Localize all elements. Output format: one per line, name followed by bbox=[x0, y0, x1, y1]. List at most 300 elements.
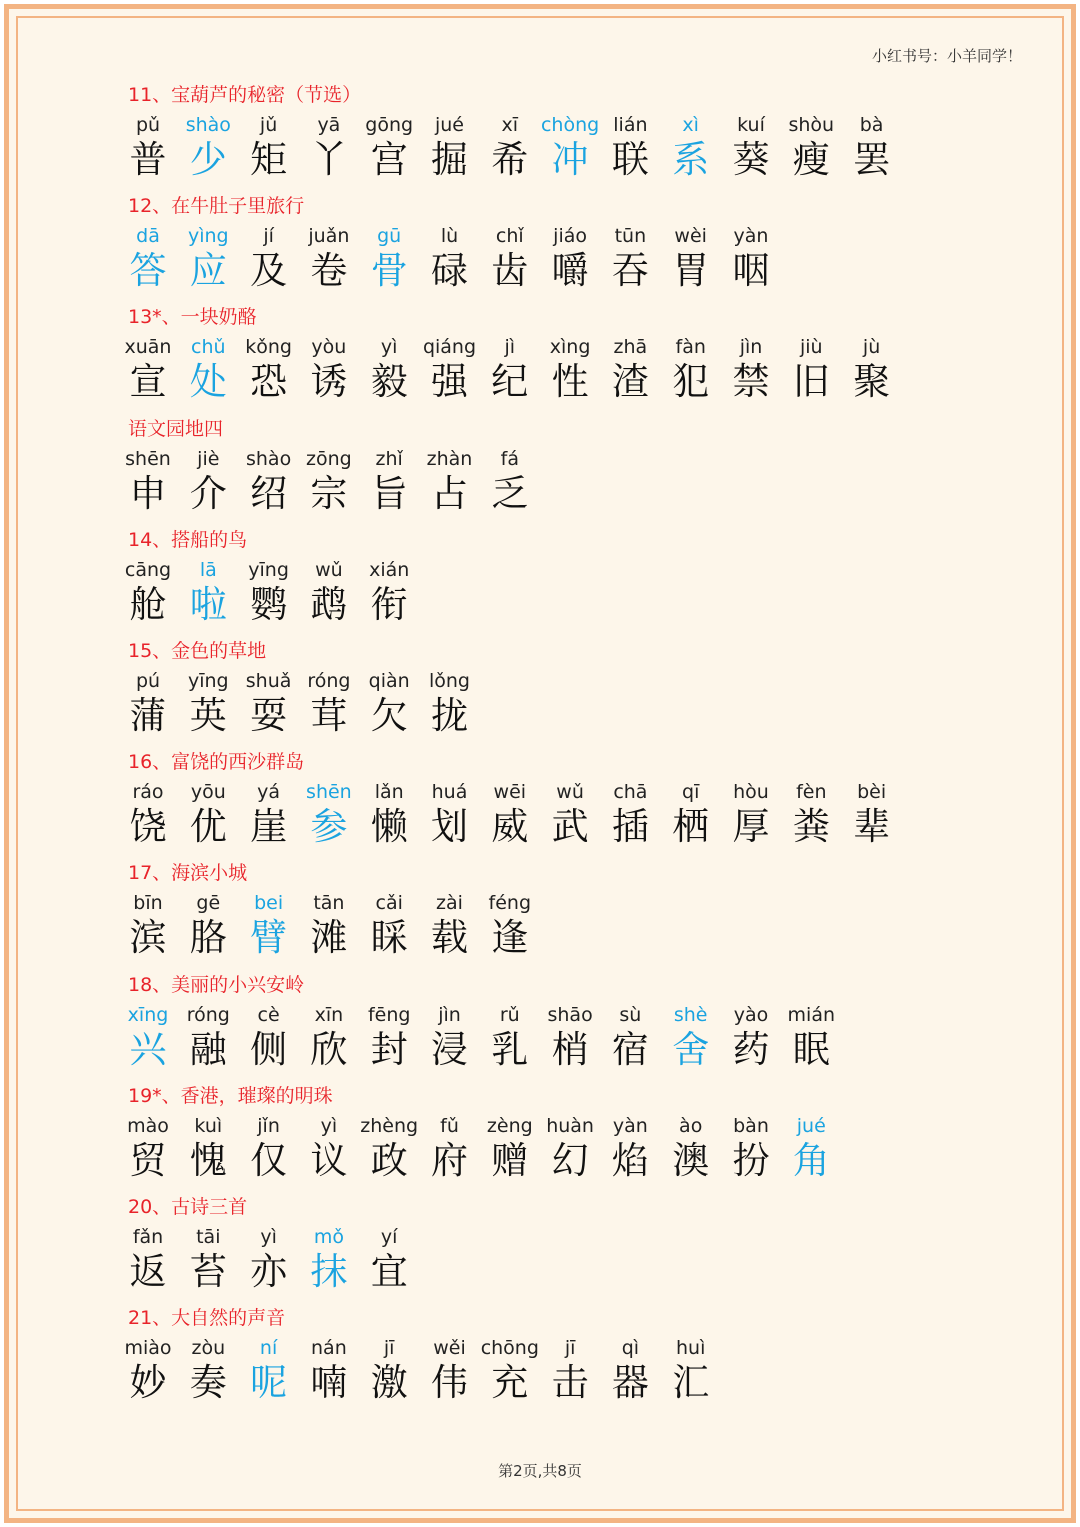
lesson-title: 20、古诗三首 bbox=[128, 1195, 248, 1218]
character-cell bbox=[299, 1337, 359, 1405]
pinyin-label: xìng bbox=[549, 336, 591, 359]
character-cell bbox=[178, 670, 238, 738]
character-cell bbox=[178, 1115, 238, 1183]
hanzi-character: 希 bbox=[491, 138, 529, 181]
character-row bbox=[118, 114, 1018, 184]
character-cell bbox=[540, 1115, 600, 1183]
hanzi-character: 器 bbox=[611, 1361, 649, 1405]
character-cell bbox=[118, 225, 178, 293]
pinyin-label: tān bbox=[313, 892, 345, 915]
hanzi-character: 卷 bbox=[310, 249, 348, 293]
hanzi-character: 鹉 bbox=[310, 582, 348, 626]
character-cell bbox=[540, 781, 600, 849]
character-cell bbox=[661, 781, 721, 849]
hanzi-character: 旧 bbox=[792, 360, 830, 404]
hanzi-character: 宗 bbox=[310, 471, 348, 515]
hanzi-character: 药 bbox=[732, 1027, 770, 1071]
hanzi-character: 奏 bbox=[189, 1361, 227, 1405]
character-cell bbox=[299, 1226, 359, 1294]
hanzi-character: 威 bbox=[491, 805, 529, 849]
lesson-section bbox=[118, 634, 1018, 745]
hanzi-character: 聚 bbox=[853, 360, 891, 404]
character-cell bbox=[359, 670, 419, 738]
pinyin-label: kǒng bbox=[245, 336, 292, 359]
character-cell bbox=[118, 1004, 178, 1072]
pinyin-label: ào bbox=[679, 1114, 703, 1137]
character-cell bbox=[480, 114, 540, 182]
hanzi-character: 懒 bbox=[370, 805, 408, 849]
hanzi-character: 普 bbox=[129, 138, 167, 181]
hanzi-character: 欣 bbox=[310, 1027, 348, 1071]
character-cell bbox=[420, 781, 480, 849]
lesson-title: 11、宝葫芦的秘密（节选） bbox=[128, 84, 362, 106]
hanzi-character: 处 bbox=[189, 360, 227, 404]
character-cell bbox=[178, 448, 238, 516]
character-cell bbox=[420, 670, 480, 738]
hanzi-character: 仅 bbox=[250, 1138, 288, 1182]
pinyin-label: mián bbox=[787, 1003, 836, 1026]
hanzi-character: 武 bbox=[551, 805, 589, 849]
hanzi-character: 鹦 bbox=[250, 582, 288, 626]
hanzi-character: 愧 bbox=[189, 1138, 227, 1182]
character-cell bbox=[480, 448, 540, 516]
character-row bbox=[118, 892, 1018, 962]
character-cell bbox=[359, 114, 419, 182]
pinyin-label: pǔ bbox=[135, 114, 161, 136]
pinyin-label: zòu bbox=[191, 1337, 226, 1360]
character-cell bbox=[359, 1004, 419, 1072]
character-cell bbox=[420, 1115, 480, 1183]
pinyin-label: huàn bbox=[546, 1114, 594, 1137]
pinyin-label: wēi bbox=[493, 781, 527, 804]
character-cell bbox=[661, 336, 721, 404]
character-cell bbox=[842, 336, 902, 404]
hanzi-character: 充 bbox=[491, 1361, 529, 1405]
character-cell bbox=[178, 225, 238, 293]
hanzi-character: 胳 bbox=[189, 916, 227, 960]
pinyin-label: féng bbox=[488, 892, 532, 915]
pinyin-label: cāng bbox=[124, 558, 172, 581]
character-cell bbox=[480, 892, 540, 960]
pinyin-label: huá bbox=[431, 781, 468, 804]
hanzi-character: 占 bbox=[431, 471, 468, 515]
hanzi-character: 乳 bbox=[491, 1027, 529, 1071]
character-cell bbox=[299, 336, 359, 404]
pinyin-label: zhàn bbox=[426, 447, 473, 470]
lesson-section bbox=[118, 1190, 1018, 1301]
hanzi-character: 贸 bbox=[129, 1138, 167, 1182]
character-cell bbox=[420, 336, 480, 404]
lesson-section bbox=[118, 189, 1018, 300]
pinyin-label: róng bbox=[307, 669, 351, 692]
pinyin-label: xián bbox=[369, 558, 410, 581]
pinyin-label: wǔ bbox=[315, 558, 343, 581]
pinyin-label: jiù bbox=[799, 336, 823, 359]
character-cell bbox=[299, 225, 359, 293]
character-cell bbox=[480, 225, 540, 293]
character-cell bbox=[178, 336, 238, 404]
hanzi-character: 焰 bbox=[611, 1138, 649, 1182]
hanzi-character: 罢 bbox=[853, 138, 891, 181]
pinyin-label: xī bbox=[501, 114, 519, 136]
hanzi-character: 蒲 bbox=[129, 693, 167, 737]
hanzi-character: 宜 bbox=[370, 1249, 408, 1293]
hanzi-character: 幻 bbox=[551, 1138, 589, 1182]
character-cell bbox=[239, 1337, 299, 1405]
character-cell bbox=[480, 1115, 540, 1183]
pinyin-label: chā bbox=[613, 781, 648, 804]
pinyin-label: tāi bbox=[196, 1225, 221, 1248]
lesson-title: 13*、一块奶酪 bbox=[128, 306, 257, 329]
hanzi-character: 茸 bbox=[310, 693, 348, 737]
character-cell bbox=[721, 114, 781, 182]
lesson-title: 21、大自然的声音 bbox=[128, 1307, 286, 1330]
character-cell bbox=[359, 336, 419, 404]
hanzi-character: 呢 bbox=[250, 1361, 288, 1405]
hanzi-character: 角 bbox=[792, 1138, 830, 1182]
character-cell bbox=[299, 670, 359, 738]
vocabulary-list bbox=[118, 78, 1018, 1412]
pinyin-label: miào bbox=[124, 1337, 172, 1360]
character-cell bbox=[721, 1115, 781, 1183]
hanzi-character: 渣 bbox=[611, 360, 649, 404]
character-row bbox=[118, 781, 1018, 851]
lesson-section bbox=[118, 412, 1018, 523]
hanzi-character: 强 bbox=[431, 360, 468, 404]
hanzi-character: 封 bbox=[370, 1027, 408, 1071]
character-cell bbox=[721, 1004, 781, 1072]
pinyin-label: hòu bbox=[733, 781, 769, 804]
character-row bbox=[118, 1115, 1018, 1185]
hanzi-character: 粪 bbox=[792, 805, 830, 849]
character-cell bbox=[299, 448, 359, 516]
lesson-title: 语文园地四 bbox=[128, 417, 224, 440]
pinyin-label: zhǐ bbox=[375, 447, 403, 470]
lesson-title: 12、在牛肚子里旅行 bbox=[128, 195, 305, 218]
hanzi-character: 赠 bbox=[491, 1138, 529, 1182]
hanzi-character: 返 bbox=[129, 1249, 167, 1293]
pinyin-label: chǔ bbox=[191, 336, 226, 359]
pinyin-label: bàn bbox=[733, 1114, 769, 1137]
lesson-title: 19*、香港，璀璨的明珠 bbox=[128, 1084, 333, 1107]
character-cell bbox=[178, 114, 238, 182]
pinyin-label: jué bbox=[434, 114, 464, 136]
pinyin-label: yì bbox=[320, 1114, 338, 1137]
pinyin-label: shào bbox=[185, 114, 231, 136]
hanzi-character: 抹 bbox=[310, 1249, 348, 1293]
character-cell bbox=[118, 448, 178, 516]
character-cell bbox=[239, 1226, 299, 1294]
pinyin-label: chǐ bbox=[495, 225, 524, 248]
character-cell bbox=[420, 225, 480, 293]
hanzi-character: 妙 bbox=[129, 1361, 167, 1405]
pinyin-label: fǔ bbox=[440, 1114, 459, 1137]
pinyin-label: jué bbox=[796, 1114, 826, 1137]
character-cell bbox=[661, 1115, 721, 1183]
pinyin-label: rǔ bbox=[499, 1003, 520, 1026]
hanzi-character: 掘 bbox=[431, 138, 468, 181]
hanzi-character: 丫 bbox=[310, 138, 348, 181]
hanzi-character: 参 bbox=[310, 805, 348, 849]
character-cell bbox=[661, 1337, 721, 1405]
hanzi-character: 宫 bbox=[370, 138, 408, 181]
character-cell bbox=[118, 114, 178, 182]
character-cell bbox=[359, 781, 419, 849]
hanzi-character: 澳 bbox=[672, 1138, 710, 1182]
character-cell bbox=[661, 225, 721, 293]
hanzi-character: 击 bbox=[551, 1361, 589, 1405]
hanzi-character: 乏 bbox=[491, 471, 529, 515]
pinyin-label: cǎi bbox=[375, 892, 403, 915]
pinyin-label: fàn bbox=[675, 336, 706, 359]
hanzi-character: 睬 bbox=[370, 916, 408, 960]
pinyin-label: wèi bbox=[674, 225, 707, 248]
character-cell bbox=[661, 1004, 721, 1072]
hanzi-character: 冲 bbox=[551, 138, 589, 181]
pinyin-label: qì bbox=[621, 1337, 640, 1360]
lesson-section bbox=[118, 1079, 1018, 1190]
character-cell bbox=[600, 225, 660, 293]
character-cell bbox=[600, 1115, 660, 1183]
pinyin-label: jī bbox=[564, 1337, 576, 1360]
pinyin-label: lǎn bbox=[374, 781, 404, 804]
pinyin-label: chòng bbox=[540, 114, 600, 136]
hanzi-character: 汇 bbox=[672, 1361, 710, 1405]
pinyin-label: yàn bbox=[612, 1114, 648, 1137]
hanzi-character: 府 bbox=[431, 1138, 468, 1182]
lesson-section bbox=[118, 300, 1018, 411]
pinyin-label: bà bbox=[859, 114, 884, 136]
character-cell bbox=[299, 559, 359, 627]
page-number: 第2页,共8页 bbox=[498, 1462, 582, 1480]
pinyin-label: wǔ bbox=[556, 781, 584, 804]
character-cell bbox=[480, 336, 540, 404]
hanzi-character: 瘦 bbox=[792, 138, 830, 181]
pinyin-label: shòu bbox=[788, 114, 835, 136]
hanzi-character: 优 bbox=[189, 805, 227, 849]
character-cell bbox=[239, 670, 299, 738]
pinyin-label: shāo bbox=[547, 1003, 593, 1026]
pinyin-label: yàn bbox=[733, 225, 769, 248]
hanzi-character: 吞 bbox=[611, 249, 649, 293]
hanzi-character: 绍 bbox=[250, 471, 288, 515]
hanzi-character: 饶 bbox=[129, 805, 167, 849]
pinyin-label: fēng bbox=[367, 1003, 411, 1026]
pinyin-label: zhèng bbox=[360, 1114, 419, 1137]
hanzi-character: 伟 bbox=[431, 1361, 468, 1405]
pinyin-label: bei bbox=[254, 892, 284, 915]
character-cell bbox=[118, 781, 178, 849]
pinyin-label: kuì bbox=[194, 1114, 223, 1137]
hanzi-character: 恐 bbox=[250, 360, 288, 404]
pinyin-label: zōng bbox=[306, 447, 352, 470]
character-cell bbox=[540, 1004, 600, 1072]
pinyin-label: yì bbox=[380, 336, 398, 359]
pinyin-label: yīng bbox=[248, 558, 289, 581]
pinyin-label: lǒng bbox=[428, 669, 470, 692]
hanzi-character: 喃 bbox=[310, 1361, 348, 1405]
character-cell bbox=[600, 781, 660, 849]
pinyin-label: lián bbox=[613, 114, 648, 136]
character-cell bbox=[781, 1115, 841, 1183]
pinyin-label: dā bbox=[136, 225, 160, 248]
character-cell bbox=[118, 670, 178, 738]
pinyin-label: fǎn bbox=[132, 1225, 164, 1248]
character-cell bbox=[359, 448, 419, 516]
character-cell bbox=[480, 1337, 540, 1405]
character-row bbox=[118, 1337, 1018, 1407]
character-cell bbox=[178, 781, 238, 849]
lesson-title: 17、海滨小城 bbox=[128, 862, 248, 885]
hanzi-character: 插 bbox=[611, 805, 649, 849]
pinyin-label: xīng bbox=[127, 1003, 169, 1026]
character-cell bbox=[540, 225, 600, 293]
pinyin-label: pú bbox=[135, 669, 161, 692]
character-cell bbox=[540, 1337, 600, 1405]
hanzi-character: 联 bbox=[611, 138, 649, 181]
character-cell bbox=[299, 1004, 359, 1072]
hanzi-character: 嚼 bbox=[551, 249, 589, 293]
hanzi-character: 宿 bbox=[611, 1027, 649, 1071]
character-cell bbox=[600, 1004, 660, 1072]
pinyin-label: yōu bbox=[190, 781, 226, 804]
hanzi-character: 激 bbox=[370, 1361, 408, 1405]
hanzi-character: 眠 bbox=[792, 1027, 830, 1071]
pinyin-label: nán bbox=[311, 1337, 347, 1360]
character-cell bbox=[239, 892, 299, 960]
pinyin-label: tūn bbox=[614, 225, 647, 248]
pinyin-label: bīn bbox=[133, 892, 163, 915]
hanzi-character: 答 bbox=[129, 249, 167, 293]
hanzi-character: 及 bbox=[250, 249, 288, 293]
character-cell bbox=[721, 336, 781, 404]
pinyin-label: yìng bbox=[187, 225, 229, 248]
character-cell bbox=[239, 559, 299, 627]
pinyin-label: shè bbox=[673, 1003, 708, 1026]
hanzi-character: 骨 bbox=[370, 249, 408, 293]
hanzi-character: 宣 bbox=[129, 360, 167, 404]
hanzi-character: 臂 bbox=[250, 916, 288, 960]
pinyin-label: gē bbox=[196, 892, 221, 915]
character-cell bbox=[299, 781, 359, 849]
hanzi-character: 少 bbox=[189, 138, 227, 181]
character-cell bbox=[420, 892, 480, 960]
hanzi-character: 应 bbox=[189, 249, 227, 293]
pinyin-label: fèn bbox=[796, 781, 827, 804]
hanzi-character: 兴 bbox=[129, 1027, 167, 1071]
pinyin-label: xì bbox=[682, 114, 699, 136]
hanzi-character: 舍 bbox=[672, 1027, 710, 1071]
character-cell bbox=[359, 225, 419, 293]
pinyin-label: jí bbox=[263, 225, 274, 248]
lesson-title: 16、富饶的西沙群岛 bbox=[128, 751, 305, 774]
character-cell bbox=[118, 892, 178, 960]
hanzi-character: 碌 bbox=[431, 249, 468, 293]
pinyin-label: bèi bbox=[857, 781, 887, 804]
hanzi-character: 辈 bbox=[853, 805, 891, 849]
character-cell bbox=[299, 114, 359, 182]
hanzi-character: 旨 bbox=[370, 471, 408, 515]
character-cell bbox=[359, 1226, 419, 1294]
character-cell bbox=[600, 1337, 660, 1405]
hanzi-character: 胃 bbox=[672, 249, 710, 293]
pinyin-label: shēn bbox=[306, 781, 352, 804]
hanzi-character: 欠 bbox=[370, 693, 408, 737]
character-cell bbox=[118, 1115, 178, 1183]
pinyin-label: yí bbox=[380, 1225, 398, 1248]
pinyin-label: wěi bbox=[433, 1337, 466, 1360]
hanzi-character: 啦 bbox=[189, 582, 227, 626]
pinyin-label: lù bbox=[440, 225, 459, 248]
character-cell bbox=[721, 225, 781, 293]
character-cell bbox=[600, 336, 660, 404]
lesson-section bbox=[118, 523, 1018, 634]
pinyin-label: yòu bbox=[311, 336, 347, 359]
hanzi-character: 议 bbox=[310, 1138, 348, 1182]
pinyin-label: qī bbox=[682, 781, 700, 804]
pinyin-label: fá bbox=[500, 447, 519, 470]
character-cell bbox=[239, 1004, 299, 1072]
hanzi-character: 齿 bbox=[491, 249, 529, 293]
character-row bbox=[118, 670, 1018, 740]
hanzi-character: 毅 bbox=[370, 360, 408, 404]
character-cell bbox=[420, 1337, 480, 1405]
pinyin-label: qiáng bbox=[422, 336, 477, 359]
character-cell bbox=[480, 1004, 540, 1072]
pinyin-label: zài bbox=[436, 892, 463, 915]
lesson-section bbox=[118, 968, 1018, 1079]
hanzi-character: 衔 bbox=[370, 582, 408, 626]
hanzi-character: 系 bbox=[672, 138, 710, 181]
hanzi-character: 犯 bbox=[672, 360, 710, 404]
hanzi-character: 诱 bbox=[310, 360, 348, 404]
character-cell bbox=[480, 781, 540, 849]
character-cell bbox=[359, 1337, 419, 1405]
pinyin-label: jǔ bbox=[259, 114, 278, 136]
character-cell bbox=[299, 1115, 359, 1183]
hanzi-character: 禁 bbox=[732, 360, 770, 404]
character-cell bbox=[178, 1226, 238, 1294]
lesson-section bbox=[118, 1301, 1018, 1412]
lesson-section bbox=[118, 745, 1018, 856]
pinyin-label: xīn bbox=[314, 1003, 344, 1026]
hanzi-character: 矩 bbox=[250, 138, 288, 181]
hanzi-character: 浸 bbox=[431, 1027, 468, 1071]
character-cell bbox=[842, 114, 902, 182]
hanzi-character: 介 bbox=[189, 471, 227, 515]
pinyin-label: zèng bbox=[486, 1114, 533, 1137]
pinyin-label: yīng bbox=[187, 669, 229, 692]
pinyin-label: juǎn bbox=[308, 225, 350, 248]
character-cell bbox=[239, 781, 299, 849]
hanzi-character: 亦 bbox=[250, 1249, 288, 1293]
hanzi-character: 扮 bbox=[732, 1138, 770, 1182]
character-cell bbox=[420, 114, 480, 182]
hanzi-character: 性 bbox=[551, 360, 589, 404]
pinyin-label: jī bbox=[383, 1337, 395, 1360]
pinyin-label: yā bbox=[317, 114, 341, 136]
hanzi-character: 纪 bbox=[491, 360, 529, 404]
pinyin-label: jiáo bbox=[553, 225, 587, 248]
character-cell bbox=[239, 448, 299, 516]
hanzi-character: 厚 bbox=[732, 805, 770, 849]
pinyin-label: jù bbox=[862, 336, 881, 359]
character-cell bbox=[540, 336, 600, 404]
character-row bbox=[118, 336, 1018, 406]
pinyin-label: jìn bbox=[739, 336, 763, 359]
pinyin-label: ní bbox=[259, 1337, 278, 1360]
character-cell bbox=[178, 1337, 238, 1405]
